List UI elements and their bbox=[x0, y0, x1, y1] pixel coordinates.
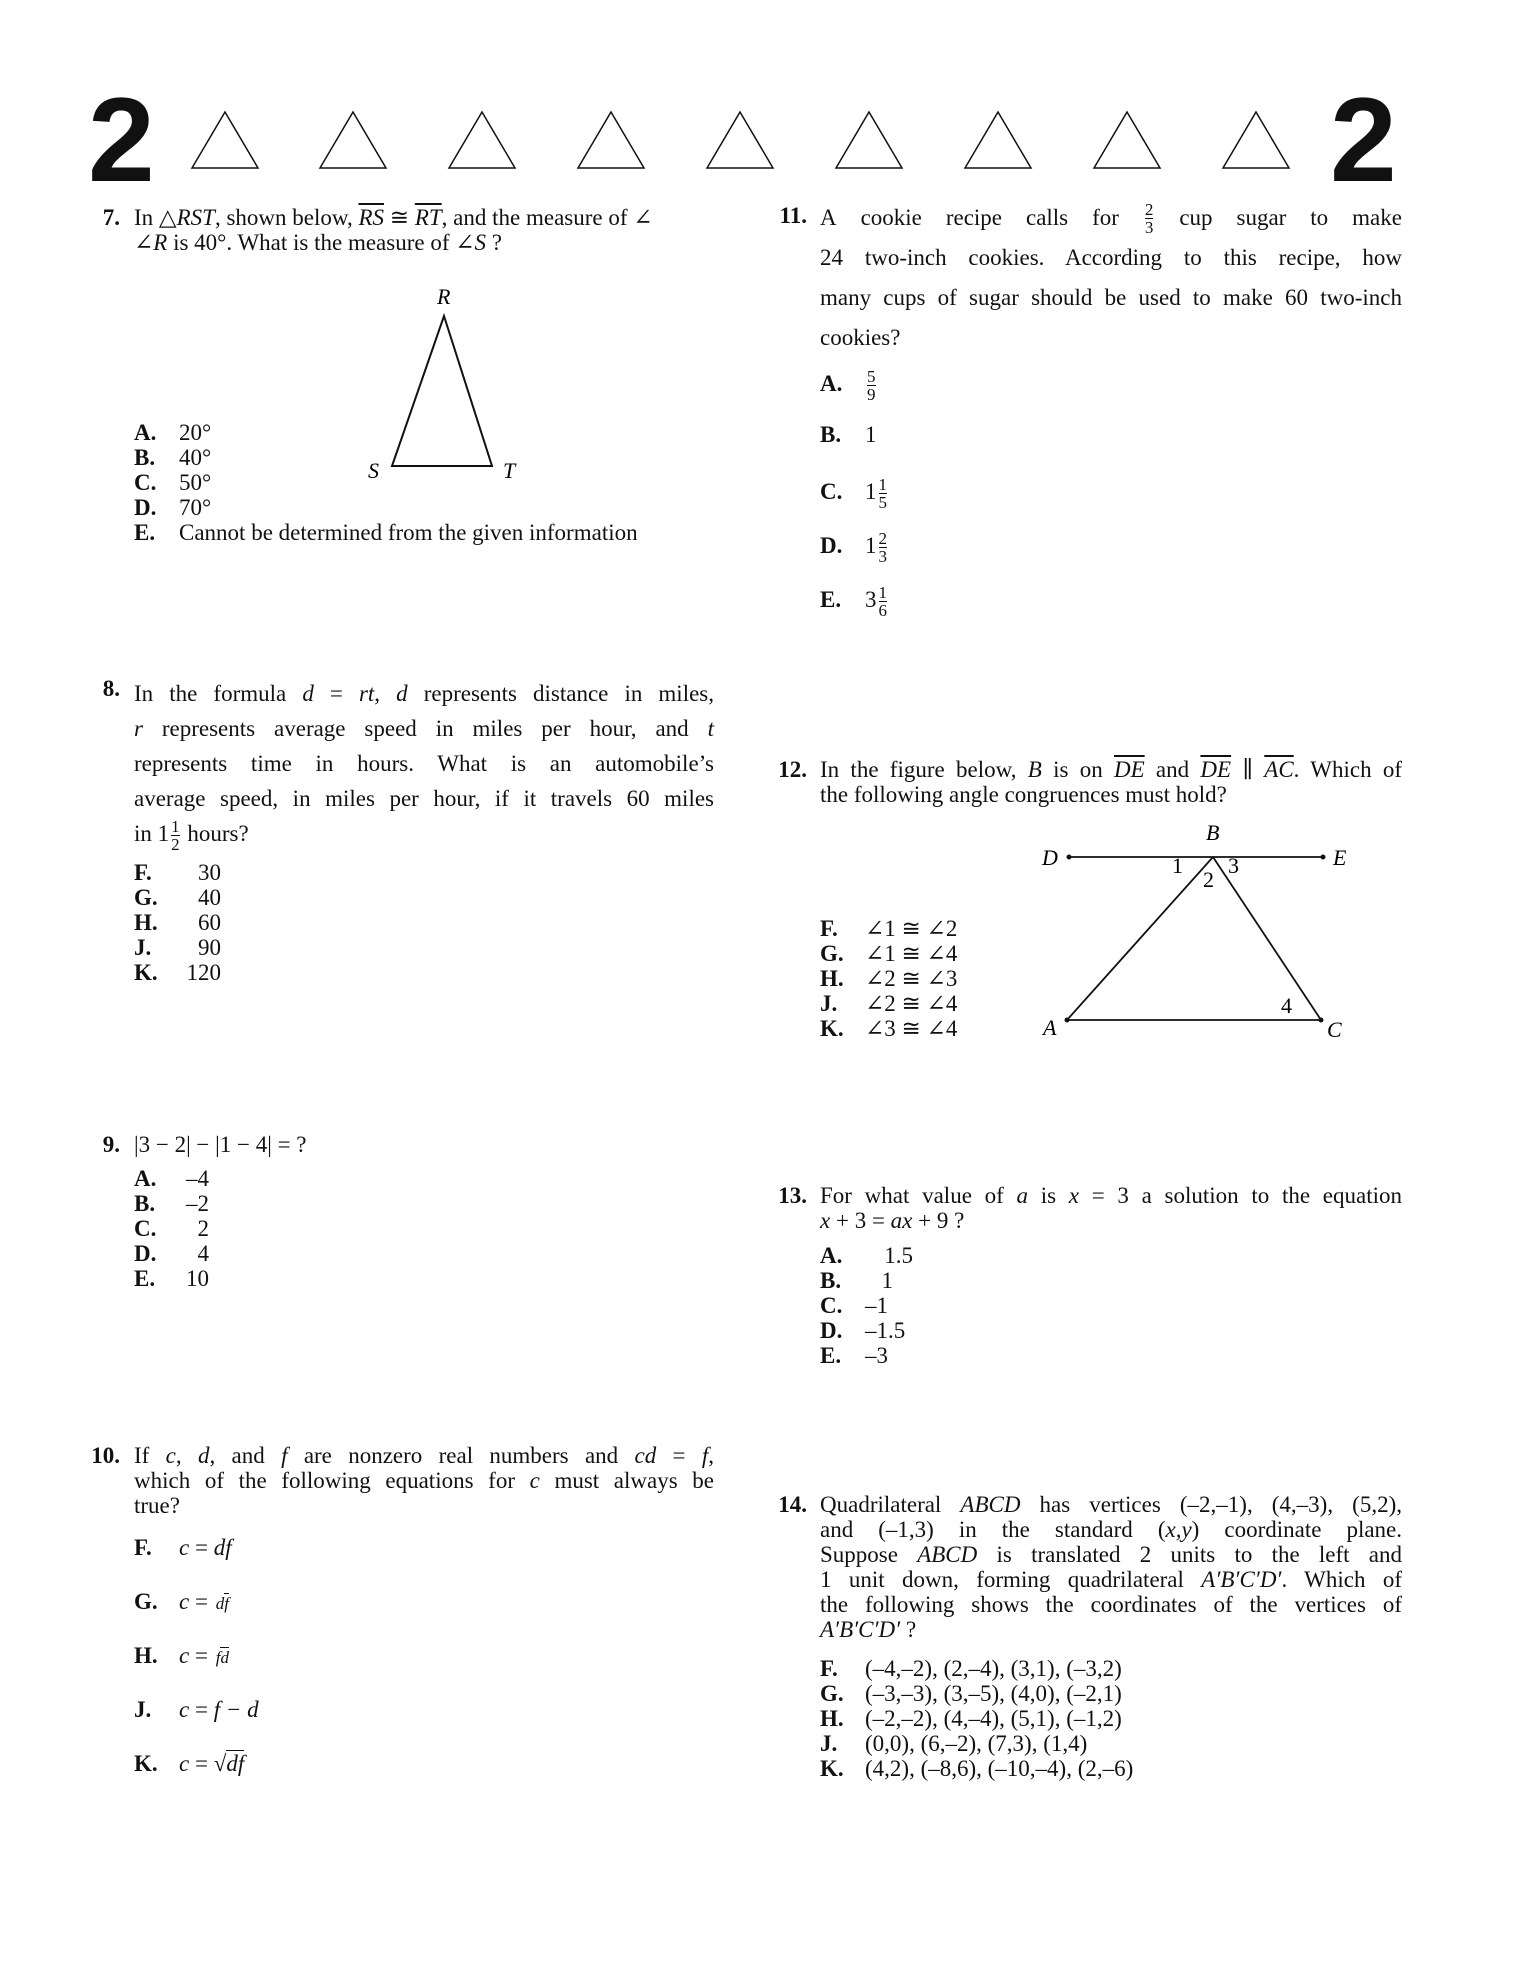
question-number: 10. bbox=[91, 1443, 120, 1468]
triangle-icon bbox=[705, 110, 775, 170]
triangle-icon bbox=[190, 110, 260, 170]
question-number: 9. bbox=[102, 1132, 120, 1157]
question-stem: If c, d, and f are nonzero real numbers and cd = f, which of the following equations for c must always be true? bbox=[134, 1443, 714, 1518]
angle-4-label: 4 bbox=[1281, 993, 1292, 1018]
answer-choice[interactable]: G. ∠1 ≅ ∠4 bbox=[820, 941, 958, 966]
question-number: 11. bbox=[779, 203, 807, 228]
vertex-r-label: R bbox=[437, 284, 451, 309]
section-number-left: 2 bbox=[88, 73, 153, 207]
answer-choice[interactable]: F. ∠1 ≅ ∠2 bbox=[820, 916, 958, 941]
sqrt-icon: √ bbox=[213, 1751, 227, 1776]
point-e-label: E bbox=[1333, 845, 1347, 870]
answer-choice[interactable]: F. c = df bbox=[134, 1535, 232, 1560]
answer-choice[interactable]: F. 30 bbox=[134, 860, 221, 885]
answer-choice[interactable]: A. –4 bbox=[134, 1166, 209, 1191]
question-number: 8. bbox=[102, 676, 120, 701]
answer-choice[interactable]: J. (0,0), (6,–2), (7,3), (1,4) bbox=[820, 1731, 1088, 1756]
answer-choice[interactable]: C. 50° bbox=[134, 470, 212, 495]
angle-2-label: 2 bbox=[1203, 867, 1214, 892]
question-number: 12. bbox=[778, 757, 807, 782]
answer-choice[interactable]: D. 4 bbox=[134, 1241, 209, 1266]
question-stem: For what value of a is x = 3 a solution to the equation x + 3 = ax + 9 ? bbox=[820, 1183, 1402, 1233]
answer-choice[interactable]: C. 1 $\frac{1}{5}$ bbox=[820, 475, 887, 512]
answer-choice[interactable]: E. Cannot be determined from the given information bbox=[134, 520, 638, 545]
question-number: 14. bbox=[778, 1492, 807, 1517]
answer-choice[interactable]: K. 120 bbox=[134, 960, 221, 985]
answer-choices bbox=[134, 1166, 209, 1291]
answer-choice[interactable]: F. (–4,–2), (2,–4), (3,1), (–3,2) bbox=[820, 1656, 1122, 1681]
answer-choices bbox=[134, 860, 221, 985]
triangle-icon bbox=[963, 110, 1033, 170]
question-stem: |3 − 2| − |1 − 4| = ? bbox=[134, 1132, 307, 1157]
point-c-label: C bbox=[1327, 1017, 1342, 1042]
answer-choice[interactable]: A. 1.5 bbox=[820, 1243, 913, 1268]
answer-choice[interactable]: D. –1.5 bbox=[820, 1318, 906, 1343]
answer-choice[interactable]: G. (–3,–3), (3,–5), (4,0), (–2,1) bbox=[820, 1681, 1122, 1706]
answer-choice[interactable]: K. ∠3 ≅ ∠4 bbox=[820, 1016, 958, 1041]
triangle-icon bbox=[447, 110, 517, 170]
answer-choice[interactable]: E. –3 bbox=[820, 1343, 888, 1368]
answer-choice[interactable]: H. 60 bbox=[134, 910, 221, 935]
answer-choice[interactable]: J. 90 bbox=[134, 935, 221, 960]
answer-choices bbox=[820, 1243, 913, 1368]
answer-choice[interactable]: G. c = df bbox=[134, 1589, 229, 1614]
parallel-lines-figure bbox=[1030, 815, 1360, 1045]
question-stem: In the figure below, B is on $\overline{DE}$ and $\overline{DE}$ ∥ $\overline{AC}$. Which of the following angle congruences must hold? bbox=[820, 757, 1403, 807]
answer-choice[interactable]: A. $\frac{5}{9}$ bbox=[820, 367, 876, 404]
triangle-icon bbox=[318, 110, 388, 170]
question-stem: In △RST, shown below, $\overline{RS}$ ≅ $\overline{RT}$, and the measure of ∠ ∠R is 40°. What is the measure of ∠S ? bbox=[134, 205, 653, 255]
answer-choice[interactable]: D. 1 $\frac{2}{3}$ bbox=[820, 529, 887, 566]
section-header bbox=[0, 0, 1530, 207]
vertex-t-label: T bbox=[503, 458, 516, 480]
answer-choice[interactable]: H. c = fd bbox=[134, 1643, 229, 1668]
answer-choice[interactable]: C. 2 bbox=[134, 1216, 209, 1241]
question-number: 7. bbox=[102, 205, 120, 230]
question-stem: In the formula d = rt, d represents distance in miles, r represents average speed in miles per hour, and t represents time in hours. What is an automobile’s average speed, in miles per hour, if it travels 60 miles in 1 $\frac{1}{2}$ hours? bbox=[134, 681, 714, 855]
answer-choices bbox=[820, 368, 889, 638]
answer-choice[interactable]: A. 20° bbox=[134, 420, 212, 445]
point-d-label: D bbox=[1042, 845, 1058, 870]
triangle-icon bbox=[1092, 110, 1162, 170]
answer-choice[interactable]: H. ∠2 ≅ ∠3 bbox=[820, 966, 958, 991]
triangle-icon bbox=[576, 110, 646, 170]
question-stem: Quadrilateral ABCD has vertices (–2,–1), (4,–3), (5,2), and (–1,3) in the standard (x,y) coordinate plane. Suppose ABCD is translated 2 units to the left and 1 unit down, forming quadrilateral A′B′C′D′. Which of the following shows the coordinates of the vertices of A′B′C′D′ ? bbox=[820, 1492, 1403, 1642]
answer-choice[interactable]: B. 1 bbox=[820, 422, 877, 447]
answer-choices bbox=[134, 1535, 259, 1805]
answer-choice[interactable]: K. (4,2), (–8,6), (–10,–4), (2,–6) bbox=[820, 1756, 1134, 1781]
answer-choice[interactable]: B. 40° bbox=[134, 445, 212, 470]
answer-choice[interactable]: J. c = f − d bbox=[134, 1697, 259, 1722]
answer-choice[interactable]: J. ∠2 ≅ ∠4 bbox=[820, 991, 958, 1016]
answer-choice[interactable]: C. –1 bbox=[820, 1293, 888, 1318]
answer-choice[interactable]: K. c = √df bbox=[134, 1751, 245, 1776]
answer-choice[interactable]: E. 10 bbox=[134, 1266, 209, 1291]
answer-choices bbox=[820, 916, 957, 1041]
answer-choice[interactable]: D. 70° bbox=[134, 495, 212, 520]
vertex-s-label: S bbox=[368, 458, 379, 480]
answer-choice[interactable]: E. 3 $\frac{1}{6}$ bbox=[820, 583, 887, 620]
section-number-right: 2 bbox=[1330, 73, 1395, 207]
triangle-icon bbox=[1221, 110, 1291, 170]
point-a-label: A bbox=[1043, 1015, 1057, 1040]
answer-choice[interactable]: B. 1 bbox=[820, 1268, 893, 1293]
triangle-icon bbox=[834, 110, 904, 170]
angle-1-label: 1 bbox=[1172, 853, 1183, 878]
answer-choice[interactable]: G. 40 bbox=[134, 885, 221, 910]
answer-choices bbox=[134, 420, 638, 545]
answer-choice[interactable]: H. (–2,–2), (4,–4), (5,1), (–1,2) bbox=[820, 1706, 1122, 1731]
answer-choices bbox=[820, 1656, 1133, 1781]
answer-choice[interactable]: B. –2 bbox=[134, 1191, 209, 1216]
question-stem: A cookie recipe calls for $\frac{2}{3}$ cup sugar to make 24 two-inch cookies. According to this recipe, how many cups of sugar should be used to make 60 two-inch cookies? bbox=[820, 199, 1402, 350]
point-b-label: B bbox=[1206, 820, 1220, 845]
question-number: 13. bbox=[778, 1183, 807, 1208]
angle-3-label: 3 bbox=[1228, 853, 1239, 878]
